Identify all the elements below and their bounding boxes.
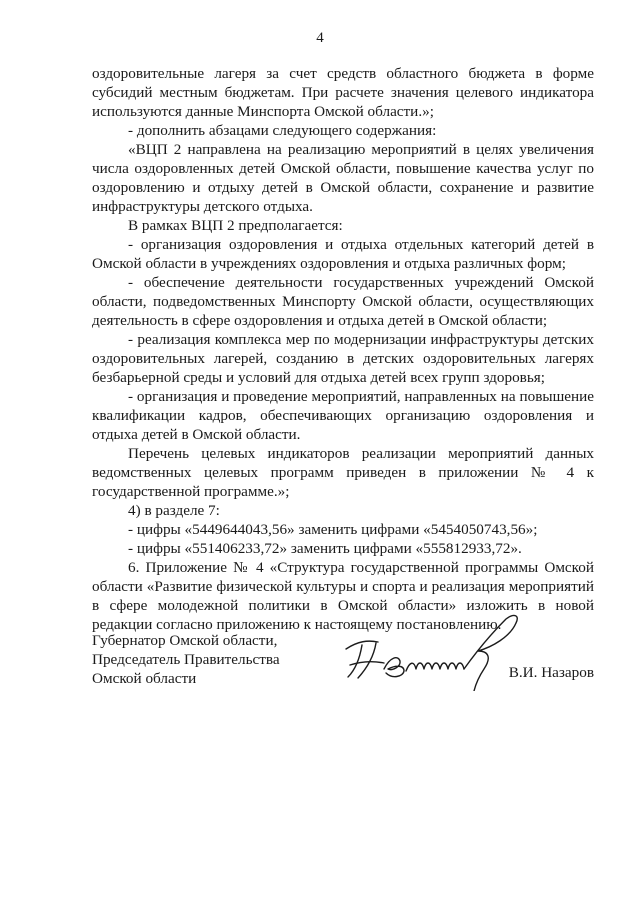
signatory-title-line: Председатель Правительства	[92, 651, 280, 668]
paragraph-continuation: оздоровительные лагеря за счет средств областного бюджета в форме субсидий местным бюджетам. При расчете значения целевого индикатора используются данные Минспорта Омской области.»;	[92, 65, 594, 120]
signatory-title-line: Омской области	[92, 670, 197, 687]
list-item: - цифры «5449644043,56» заменить цифрами «5454050743,56»;	[128, 521, 538, 538]
paragraph-amendment-intro: - дополнить абзацами следующего содержания:	[128, 122, 437, 139]
list-item: - обеспечение деятельности государственных учреждений Омской области, подведомственных Минспорту Омской области, осуществляющих деятельность в сфере оздоровления и отдыха детей в Омской области;	[92, 274, 594, 329]
signatory-title	[92, 631, 280, 688]
paragraph-section-7: 4) в разделе 7:	[128, 502, 220, 519]
page-number: 4	[316, 30, 324, 46]
paragraph-appendix-4: 6. Приложение № 4 «Структура государственной программы Омской области «Развитие физической культуры и спорта и реализация мероприятий в сфере молодежной политики в Омской области» изложить в новой редакции согласно приложению к настоящему постановлению.	[92, 559, 594, 633]
paragraph-vcp2-purpose: «ВЦП 2 направлена на реализацию мероприятий в целях увеличения числа оздоровленных детей Омской области, повышение качества услуг по оздоровлению и отдыху детей в Омской области, сохранение и развитие инфраструктуры детского отдыха.	[92, 141, 594, 215]
list-item: - организация и проведение мероприятий, направленных на повышение квалификации кадров, обеспечивающих организацию оздоровления и отдыха детей в Омской области.	[92, 388, 594, 443]
signatory-name: В.И. Назаров	[508, 664, 594, 681]
list-item: - организация оздоровления и отдыха отдельных категорий детей в Омской области в учреждениях оздоровления и отдыха различных форм;	[92, 236, 594, 272]
signature-block	[92, 631, 594, 691]
paragraph-indicators: Перечень целевых индикаторов реализации мероприятий данных ведомственных целевых программ приведен в приложении № 4 к государственной программе.»;	[92, 445, 594, 500]
list-item: - цифры «551406233,72» заменить цифрами «555812933,72».	[128, 540, 522, 557]
signatory-title-line: Губернатор Омской области,	[92, 632, 278, 649]
document-body	[92, 64, 594, 634]
list-item: - реализация комплекса мер по модернизации инфраструктуры детских оздоровительных лагерей, созданию в детских оздоровительных лагерях безбарьерной среды и условий для отдыха детей всех групп здоровья;	[92, 331, 594, 386]
paragraph-vcp2-plans: В рамках ВЦП 2 предполагается:	[128, 217, 343, 234]
